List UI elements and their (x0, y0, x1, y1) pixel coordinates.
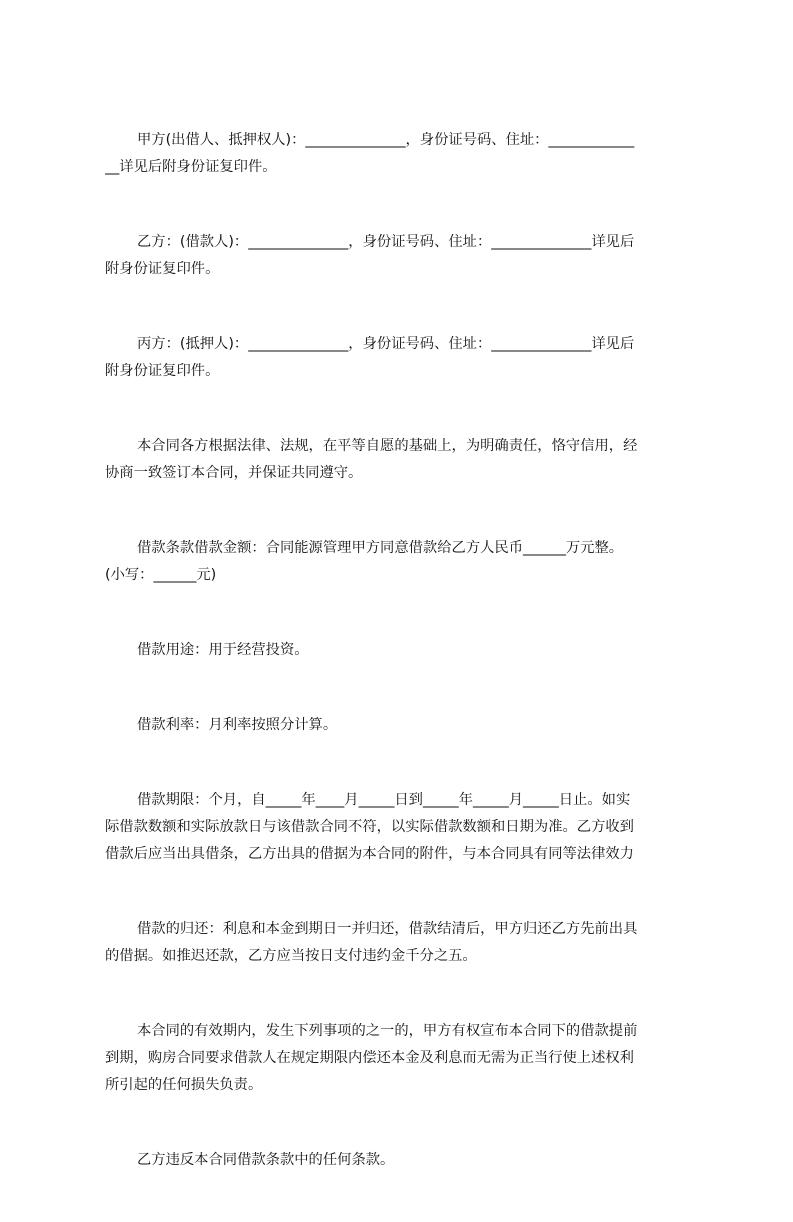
text-line: 协商一致签订本合同，并保证共同遵守。 (105, 465, 363, 481)
text-line: 乙方：(借款人)：______________，身份证号码、住址：______________详见后 (137, 234, 635, 250)
loan-rate-paragraph (105, 712, 705, 739)
breach-paragraph (105, 1147, 705, 1174)
text-line: 附身份证复印件。 (105, 261, 220, 277)
repayment-paragraph (105, 916, 705, 970)
text-line: 际借款数额和实际放款日与该借款合同不符，以实际借款数额和日期为准。乙方收到 (105, 819, 634, 835)
party-c-paragraph (105, 331, 705, 385)
text-line: 丙方：(抵押人)：______________，身份证号码、住址：______________详见后 (137, 336, 635, 352)
text-line: 的借据。如推迟还款，乙方应当按日支付违约金千分之五。 (105, 948, 477, 964)
text-line: 本合同各方根据法律、法规，在平等自愿的基础上，为明确责任，恪守信用，经 (137, 438, 638, 454)
text-line: 借款用途：用于经营投资。 (137, 642, 309, 658)
party-b-paragraph (105, 229, 705, 283)
text-line: 借款利率：月利率按照分计算。 (137, 717, 338, 733)
text-line: 甲方(出借人、抵押权人)：______________，身份证号码、住址：____________ (137, 132, 635, 148)
text-line: (小写：______元) (105, 567, 217, 583)
preamble-paragraph (105, 433, 705, 487)
party-a-paragraph (105, 127, 705, 181)
loan-amount-paragraph (105, 535, 705, 589)
text-line: 所引起的任何损失负责。 (105, 1077, 263, 1093)
document-body (105, 127, 705, 1222)
text-line: 乙方违反本合同借款条款中的任何条款。 (137, 1152, 395, 1168)
text-line: 借款条款借款金额：合同能源管理甲方同意借款给乙方人民币______万元整。 (137, 540, 624, 556)
text-line: 附身份证复印件。 (105, 363, 220, 379)
text-line: 本合同的有效期内，发生下列事项的之一的，甲方有权宣布本合同下的借款提前 (137, 1023, 638, 1039)
loan-term-paragraph (105, 787, 705, 868)
loan-purpose-paragraph (105, 637, 705, 664)
acceleration-paragraph (105, 1018, 705, 1099)
text-line: 到期，购房合同要求借款人在规定期限内偿还本金及利息而无需为正当行使上述权利 (105, 1050, 634, 1066)
text-line: 借款期限：个月，自_____年____月_____日到_____年_____月_____日止。如实 (137, 792, 631, 808)
text-line: 借款后应当出具借条，乙方出具的借据为本合同的附件，与本合同具有同等法律效力 (105, 846, 634, 862)
text-line: 借款的归还：利息和本金到期日一并归还，借款结清后，甲方归还乙方先前出具 (137, 921, 638, 937)
text-line: __详见后附身份证复印件。 (105, 159, 277, 175)
